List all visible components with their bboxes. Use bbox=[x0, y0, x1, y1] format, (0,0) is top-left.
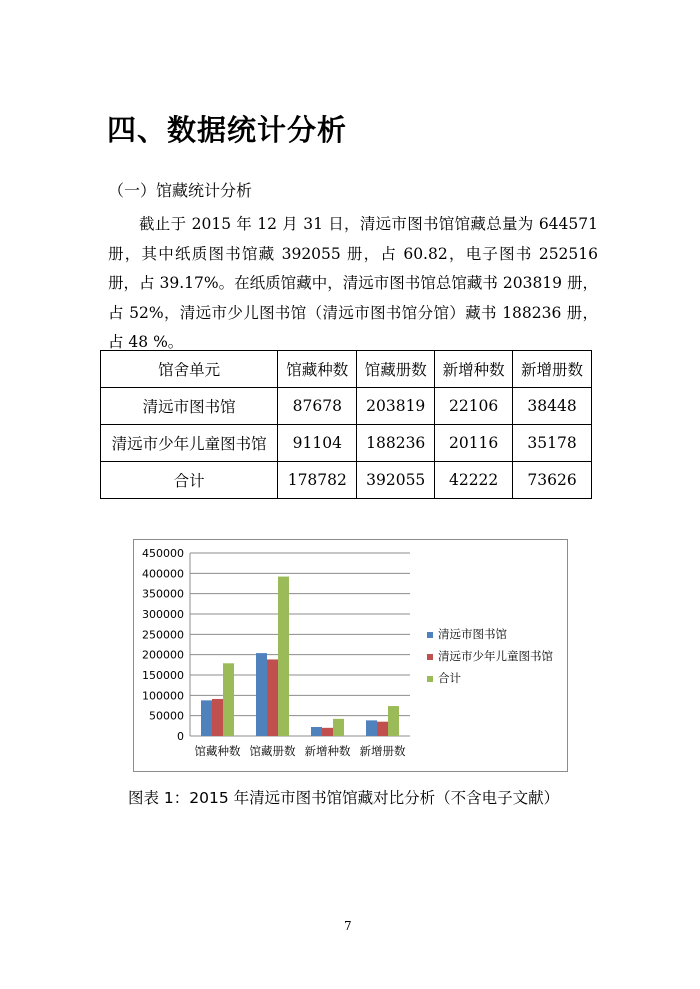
table-header-cell: 馆藏种数 bbox=[278, 351, 357, 388]
y-tick-label: 50000 bbox=[149, 709, 184, 723]
body-paragraph bbox=[108, 210, 598, 358]
y-tick-label: 450000 bbox=[142, 547, 184, 560]
table-cell: 清远市图书馆 bbox=[101, 388, 278, 425]
paragraph-text: 截止于 2015 年 12 月 31 日，清远市图书馆馆藏总量为 644571 册，其中纸质图书馆藏 392055 册，占 60.82，电子图书 252516 册，占 39.17%。在纸质馆藏中，清远市图书馆总馆藏书 203819 册，占 52%，清远市少儿图书馆（清远市图书馆分馆）藏书 188236 册，占 48 %。 bbox=[108, 215, 598, 351]
bar bbox=[366, 720, 377, 736]
y-tick-label: 0 bbox=[177, 730, 184, 743]
section-heading: 四、数据统计分析 bbox=[107, 113, 348, 147]
table-cell: 87678 bbox=[278, 388, 357, 425]
bar bbox=[377, 722, 388, 736]
table-header-cell: 馆舍单元 bbox=[101, 351, 278, 388]
figure-caption: 图表 1：2015 年清远市图书馆馆藏对比分析（不含电子文献） bbox=[128, 789, 560, 807]
table-cell: 38448 bbox=[513, 388, 592, 425]
table-cell: 20116 bbox=[435, 425, 513, 462]
legend-label: 清远市少年儿童图书馆 bbox=[438, 649, 553, 663]
legend-label: 合计 bbox=[438, 671, 461, 685]
table-cell: 42222 bbox=[435, 462, 513, 499]
bar bbox=[278, 577, 289, 736]
table-cell: 清远市少年儿童图书馆 bbox=[101, 425, 278, 462]
bar bbox=[267, 659, 278, 736]
bar-chart bbox=[134, 540, 567, 771]
x-tick-label: 馆藏种数 bbox=[194, 744, 241, 758]
subsection-heading: （一）馆藏统计分析 bbox=[108, 181, 253, 200]
table-cell: 91104 bbox=[278, 425, 357, 462]
table-cell: 203819 bbox=[357, 388, 435, 425]
table-cell: 178782 bbox=[278, 462, 357, 499]
x-tick-label: 新增种数 bbox=[304, 744, 351, 758]
bar bbox=[322, 728, 333, 736]
bar bbox=[333, 719, 344, 736]
collection-table bbox=[100, 350, 592, 499]
table-cell: 73626 bbox=[513, 462, 592, 499]
y-tick-label: 400000 bbox=[142, 567, 184, 581]
table-cell: 188236 bbox=[357, 425, 435, 462]
bar bbox=[311, 727, 322, 736]
y-tick-label: 200000 bbox=[142, 648, 184, 662]
y-tick-label: 100000 bbox=[142, 689, 184, 703]
table-header-cell: 新增种数 bbox=[435, 351, 513, 388]
bar bbox=[212, 699, 223, 736]
y-tick-label: 250000 bbox=[142, 628, 184, 642]
bar bbox=[223, 663, 234, 736]
table-cell: 35178 bbox=[513, 425, 592, 462]
y-tick-label: 300000 bbox=[142, 608, 184, 621]
table-row bbox=[101, 388, 592, 425]
page-number: 7 bbox=[344, 919, 352, 933]
legend-swatch bbox=[427, 654, 433, 660]
table-cell: 合计 bbox=[101, 462, 278, 499]
legend-label: 清远市图书馆 bbox=[438, 627, 507, 641]
legend-swatch bbox=[427, 632, 433, 638]
chart-frame bbox=[133, 539, 568, 772]
table-cell: 392055 bbox=[357, 462, 435, 499]
table-header-row bbox=[101, 351, 592, 388]
bar bbox=[201, 700, 212, 736]
table-row bbox=[101, 462, 592, 499]
table-row bbox=[101, 425, 592, 462]
table-header-cell: 馆藏册数 bbox=[357, 351, 435, 388]
table-header-cell: 新增册数 bbox=[513, 351, 592, 388]
y-tick-label: 350000 bbox=[142, 587, 184, 601]
bar bbox=[256, 653, 267, 736]
bar bbox=[388, 706, 399, 736]
table-cell: 22106 bbox=[435, 388, 513, 425]
legend-swatch bbox=[427, 676, 433, 682]
x-tick-label: 新增册数 bbox=[359, 744, 406, 758]
y-tick-label: 150000 bbox=[142, 669, 184, 682]
x-tick-label: 馆藏册数 bbox=[249, 744, 296, 758]
